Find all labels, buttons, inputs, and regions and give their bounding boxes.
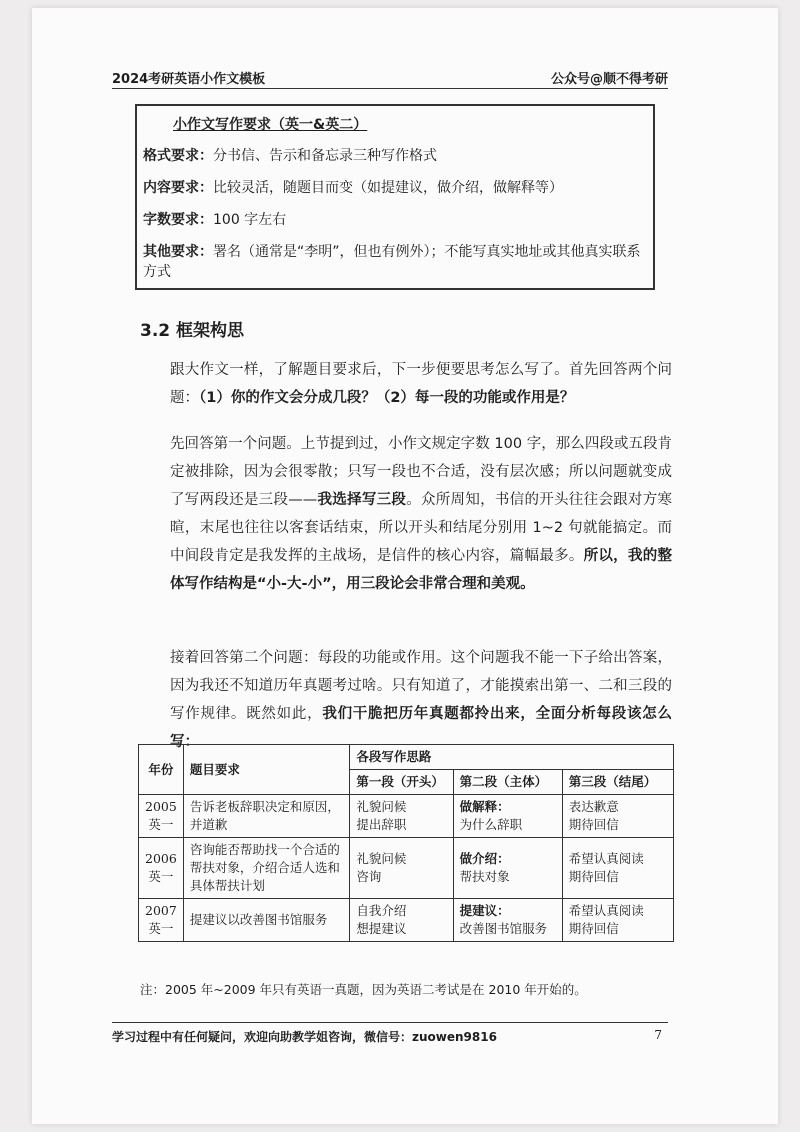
header-account: 公众号@顺不得考研 [550, 72, 668, 87]
cell-year: 2005 英一 [139, 795, 184, 838]
section-heading: 3.2 框架构思 [140, 321, 245, 341]
requirement-text: 署名（通常是“李明”，但也有例外）；不能写真实地址或其他真实联系方式 [143, 244, 641, 280]
cell-p2: 做介绍： 帮扶对象 [453, 838, 562, 899]
past-exam-table [138, 744, 674, 942]
paragraph-emphasis: （1）你的作文会分成几段？（2）每一段的功能或作用是？ [199, 390, 575, 406]
header-divider [112, 88, 668, 89]
requirement-label: 格式要求： [143, 148, 213, 164]
requirement-content [143, 178, 649, 198]
requirement-text: 比较灵活，随题目而变（如提建议，做介绍，做解释等） [213, 180, 563, 196]
cell-topic: 提建议以改善图书馆服务 [183, 899, 350, 942]
table-header-year: 年份 [139, 745, 184, 795]
table-header-row [139, 745, 674, 770]
paragraph-text: 。众所周知，书信的开头往往会跟对方寒暄，末尾也往往以客套话结束，所以开头和结尾分别用 1~2 句就能搞定。而中间段肯定是我发挥的主战场，是信件的核心内容，篇幅最多。 [170, 492, 672, 564]
footer-text: 学习过程中有任何疑问，欢迎向助教学姐咨询，微信号：zuowen9816 [112, 1030, 497, 1044]
requirement-format [143, 146, 649, 166]
table-header-p2: 第二段（主体） [453, 770, 562, 795]
requirements-box [135, 104, 655, 290]
paragraph-3 [140, 644, 672, 756]
header-title: 2024考研英语小作文模板 [112, 72, 266, 87]
cell-p3: 希望认真阅读 期待回信 [562, 838, 673, 899]
table-header-p3: 第三段（结尾） [562, 770, 673, 795]
requirement-text: 100 字左右 [213, 212, 287, 228]
cell-p2: 做解释： 为什么辞职 [453, 795, 562, 838]
page-header [112, 66, 668, 88]
cell-year: 2006 英一 [139, 838, 184, 899]
requirement-label: 其他要求： [143, 244, 213, 260]
cell-p3: 希望认真阅读 期待回信 [562, 899, 673, 942]
cell-p1: 自我介绍 想提建议 [350, 899, 453, 942]
requirements-title: 小作文写作要求（英一&英二） [173, 117, 368, 133]
table-header-p1: 第一段（开头） [350, 770, 453, 795]
paragraph-text: 先回答第一个问题。上节提到过，小作文规定字数 100 字，那么四段或五段肯定被排除，因为会很零散；只写一段也不合适，没有层次感；所以问题就变成了写两段还是三段—— [170, 436, 672, 508]
table-header-group: 各段写作思路 [350, 745, 674, 770]
paragraph-emphasis: 我们干脆把历年真题都拎出来，全面分析每段该怎么写： [170, 706, 672, 750]
requirement-text: 分书信、告示和备忘录三种写作格式 [213, 148, 437, 164]
table-note: 注：2005 年~2009 年只有英语一真题，因为英语二考试是在 2010 年开始的。 [140, 982, 587, 997]
cell-p1: 礼貌问候 咨询 [350, 838, 453, 899]
cell-p1: 礼貌问候 提出辞职 [350, 795, 453, 838]
cell-p2: 提建议： 改善图书馆服务 [453, 899, 562, 942]
paragraph-1 [140, 356, 672, 412]
cell-topic: 咨询能否帮助找一个合适的帮扶对象，介绍合适人选和具体帮扶计划 [183, 838, 350, 899]
requirement-wordcount [143, 210, 649, 230]
requirement-label: 字数要求： [143, 212, 213, 228]
paragraph-2 [140, 430, 672, 598]
table-row [139, 899, 674, 942]
page-number: 7 [654, 1028, 662, 1042]
requirement-other [143, 242, 649, 282]
cell-topic: 告诉老板辞职决定和原因，并道歉 [183, 795, 350, 838]
requirement-label: 内容要求： [143, 180, 213, 196]
table-header-topic: 题目要求 [183, 745, 350, 795]
table-row [139, 795, 674, 838]
paragraph-text: 接着回答第二个问题：每段的功能或作用。这个问题我不能一下子给出答案，因为我还不知道历年真题考过啥。只有知道了，才能摸索出第一、二和三段的写作规律。既然如此， [170, 650, 672, 722]
cell-year: 2007 英一 [139, 899, 184, 942]
footer-divider [112, 1022, 668, 1023]
table-row [139, 838, 674, 899]
paragraph-emphasis: 我选择写三段 [317, 492, 407, 508]
paragraph-emphasis: 所以，我的整体写作结构是“小-大-小”，用三段论会非常合理和美观。 [170, 548, 673, 592]
page-footer [112, 1028, 668, 1045]
cell-p3: 表达歉意 期待回信 [562, 795, 673, 838]
paragraph-text: 跟大作文一样，了解题目要求后，下一步便要思考怎么写了。首先回答两个问题： [170, 362, 672, 406]
